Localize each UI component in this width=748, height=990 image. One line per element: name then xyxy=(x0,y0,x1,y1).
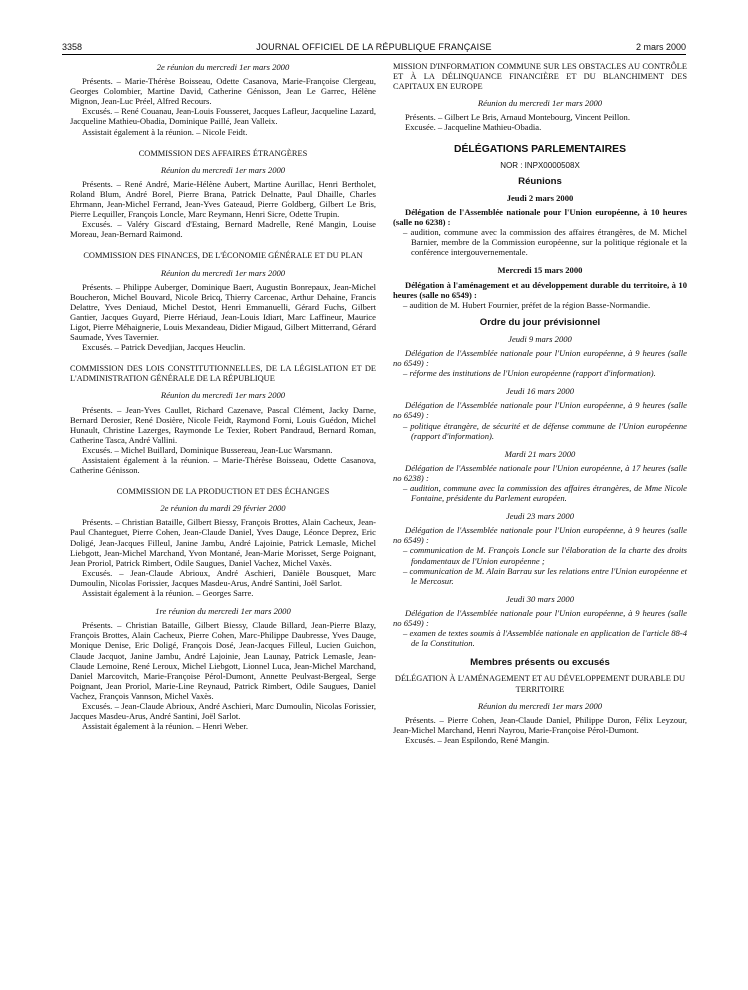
presents-list: Présents. – Philippe Auberger, Dominique Baert, Augustin Bonrepaux, Jean-Michel Boucheron, Michel Bouvard, Nicole Bricq, Thierry Carcenac, Arthur Dehaine, Francis Delattre, Yves Deniaud, Michel Destot, Henri Emmanuelli, Gérard Fuchs, Gilbert Gantier, Jacques Guyard, Pierre Hériaud, Jean-Louis Idiart, Marc Laffineur, Maurice Ligot, Pierre Méhaignerie, Louis Mexandeau, Didier Migaud, Gilbert Mitterrand, Gérard Saumade, Yves Tavernier. xyxy=(70,281,376,343)
delegation-title: DÉLÉGATION À L'AMÉNAGEMENT ET AU DÉVELOPPEMENT DURABLE DU TERRITOIRE xyxy=(394,674,686,694)
meeting-date: Réunion du mercredi 1er mars 2000 xyxy=(160,390,286,401)
commission-title: COMMISSION DES LOIS CONSTITUTIONNELLES, DE LA LÉGISLATION ET DE L'ADMINISTRATION GÉNÉRALE DE LA RÉPUBLIQUE xyxy=(70,364,376,384)
meeting-date: Réunion du mercredi 1er mars 2000 xyxy=(160,164,286,175)
delegation-line: Délégation de l'Assemblée nationale pour l'Union européenne, à 9 heures (salle no 6549) : xyxy=(393,400,687,421)
day-heading: Jeudi 23 mars 2000 xyxy=(505,511,575,522)
delegation-line: Délégation de l'Assemblée nationale pour l'Union européenne, à 9 heures (salle no 6549) : xyxy=(393,347,687,369)
presents-list: Présents. – Marie-Thérèse Boisseau, Odette Casanova, Marie-Françoise Clergeau, Georges Colombier, Martine David, Catherine Génisson, Jean Le Garrec, Hélène Mignon, Jean-Luc Préel, Alfred Recours. xyxy=(70,76,376,107)
page-number: 3358 xyxy=(62,42,83,52)
delegations-title: DÉLÉGATIONS PARLEMENTAIRES xyxy=(453,143,627,155)
journal-title: JOURNAL OFFICIEL DE LA RÉPUBLIQUE FRANÇAISE xyxy=(256,42,492,52)
meeting-date: 2e réunion du mardi 29 février 2000 xyxy=(160,503,286,514)
agenda-item: – communication de M. Alain Barrau sur les relations entre l'Union européenne et le Mercosur. xyxy=(403,565,687,586)
agenda-item: – réforme des institutions de l'Union européenne (rapport d'information). xyxy=(403,368,656,379)
presents-list: Présents. – Jean-Yves Caullet, Richard Cazenave, Pascal Clément, Jacky Darne, Bernard Derosier, René Dosière, Nicole Feidt, Raymond Forni, Louis Guédon, Michel Hunault, Christine Lazerges, Raymonde Le Texier, Robert Pandraud, Bernard Roman, Catherine Tasca, André Vallini. xyxy=(70,404,376,445)
commission-title: COMMISSION DES AFFAIRES ÉTRANGÈRES xyxy=(138,148,308,158)
presents-list: Présents. – Gilbert Le Bris, Arnaud Montebourg, Vincent Peillon. xyxy=(405,112,630,123)
agenda-item: – communication de M. François Loncle sur l'élaboration de la charte des droits fondamentaux de l'Union européenne ; xyxy=(403,545,687,566)
excuses-list: Excusés. – Valéry Giscard d'Estaing, Bernard Madrelle, René Mangin, Louise Moreau, Jean-Bernard Raimond. xyxy=(70,219,376,240)
meeting-date: 1re réunion du mercredi 1er mars 2000 xyxy=(155,606,291,617)
ordre-du-jour-heading: Ordre du jour prévisionnel xyxy=(479,316,601,328)
assistait-line: Assistait également à la réunion. – Henri Weber. xyxy=(82,721,248,732)
assistait-line: Assistait également à la réunion. – Georges Sarre. xyxy=(82,588,254,599)
excuses-list: Excusés. – Patrick Devedjian, Jacques Heuclin. xyxy=(82,342,246,353)
excuses-list: Excusés. – Jean-Claude Abrioux, André Aschieri, Danièle Bousquet, Marc Dumoulin, Nicolas Forissier, Jacques Masdeu-Arus, André Santini, Joël Sarlot. xyxy=(70,567,376,588)
day-heading: Mercredi 15 mars 2000 xyxy=(497,265,583,276)
delegation-line: Délégation à l'aménagement et au développement durable du territoire, à 10 heures (salle no 6549) : xyxy=(393,279,687,300)
presents-list: Présents. – Christian Bataille, Gilbert Biessy, François Brottes, Alain Cacheux, Jean-Paul Chanteguet, Pierre Cohen, Jean-Claude Daniel, Yves Dauge, Léonce Deprez, Eric Doligé, Jean-Jacques Filleul, Janine Jambu, André Lajoinie, Patrick Lemasle, Michel Liebgott, Jean-Michel Marchand, Yvon Montané, Jean-Marie Morisset, Serge Poignant, Jean Proriol, Patrick Rimbert, Odile Saugues, Daniel Vachez, Michel Vaxès. xyxy=(70,517,376,568)
membres-heading: Membres présents ou excusés xyxy=(470,657,610,669)
delegation-line: Délégation de l'Assemblée nationale pour l'Union européenne, à 10 heures (salle no 6238) : xyxy=(393,206,687,228)
day-heading: Jeudi 2 mars 2000 xyxy=(506,192,574,203)
left-column xyxy=(70,62,376,731)
presents-list: Présents. – René André, Marie-Hélène Aubert, Martine Aurillac, Henri Bertholet, Roland Blum, André Borel, Pierre Brana, Patrick Delnatte, Paul Dhaille, Charles Ehrmann, Jean-Michel Ferrand, Jean-Yves Gateaud, Pierre Goldberg, Gilbert Le Bris, Pierre Lequiller, François Loncle, Marc Reymann, Henri Sicre, Odette Trupin. xyxy=(70,178,376,220)
meeting-date: Réunion du mercredi 1er mars 2000 xyxy=(477,98,603,109)
day-heading: Mardi 21 mars 2000 xyxy=(504,448,576,459)
delegation-line: Délégation de l'Assemblée nationale pour l'Union européenne, à 9 heures (salle no 6549) : xyxy=(393,525,687,546)
agenda-item: – politique étrangère, de sécurité et de défense commune de l'Union européenne (rapport d'information). xyxy=(403,420,687,441)
day-heading: Jeudi 16 mars 2000 xyxy=(505,386,575,397)
excuses-list: Excusés. – René Couanau, Jean-Louis Fousseret, Jacques Lafleur, Jacqueline Lazard, Jacqueline Mathieu-Obadia, Dominique Paillé, Jean Valleix. xyxy=(70,106,376,127)
meeting-date: Réunion du mercredi 1er mars 2000 xyxy=(477,700,603,711)
presents-list: Présents. – Pierre Cohen, Jean-Claude Daniel, Philippe Duron, Félix Leyzour, Jean-Michel Marchand, Henri Nayrou, Marie-Françoise Pérol-Dumont. xyxy=(393,714,687,735)
excusee-line: Excusée. – Jacqueline Mathieu-Obadia. xyxy=(405,122,542,133)
commission-title: COMMISSION DES FINANCES, DE L'ÉCONOMIE GÉNÉRALE ET DU PLAN xyxy=(83,251,363,261)
reunions-heading: Réunions xyxy=(518,175,562,187)
meeting-date: 2e réunion du mercredi 1er mars 2000 xyxy=(156,62,290,72)
issue-date: 2 mars 2000 xyxy=(635,42,686,52)
meeting-date: Réunion du mercredi 1er mars 2000 xyxy=(160,267,286,278)
delegation-line: Délégation de l'Assemblée nationale pour l'Union européenne, à 17 heures (salle no 6238) : xyxy=(393,462,687,483)
nor-reference: NOR : INPX0000508X xyxy=(500,160,580,170)
commission-title: COMMISSION DE LA PRODUCTION ET DES ÉCHANGES xyxy=(116,487,330,497)
agenda-item: – audition, commune avec la commission des affaires étrangères, de M. Michel Barnier, membre de la Commission européenne, sur la politique régionale et la conférence intergouvernementale. xyxy=(403,227,687,258)
mission-title: MISSION D'INFORMATION COMMUNE SUR LES OBSTACLES AU CONTRÔLE ET À LA DÉLINQUANCE FINANCIÈRE ET DU BLANCHIMENT DES CAPITAUX EN EUROPE xyxy=(393,62,687,92)
assistaient-line: Assistaient également à la réunion. – Marie-Thérèse Boisseau, Odette Casanova, Catherine Génisson. xyxy=(70,455,376,476)
delegation-line: Délégation de l'Assemblée nationale pour l'Union européenne, à 9 heures (salle no 6549) : xyxy=(393,607,687,629)
day-heading: Jeudi 9 mars 2000 xyxy=(508,333,572,344)
agenda-item: – examen de textes soumis à l'Assemblée nationale en application de l'article 88-4 de la Constitution. xyxy=(403,628,687,649)
agenda-item: – audition, commune avec la commission des affaires étrangères, de Mme Nicole Fontaine, présidente du Parlement européen. xyxy=(403,483,687,504)
agenda-item: – audition de M. Hubert Fournier, préfet de la région Basse-Normandie. xyxy=(403,299,651,310)
excuses-list: Excusés. – Michel Buillard, Dominique Bussereau, Jean-Luc Warsmann. xyxy=(82,444,333,455)
excuses-list: Excusés. – Jean-Claude Abrioux, André Aschieri, Marc Dumoulin, Nicolas Forissier, Jacques Masdeu-Arus, André Santini, Joël Sarlot. xyxy=(70,700,376,722)
excuses-list: Excusés. – Jean Espilondo, René Mangin. xyxy=(405,734,550,745)
day-heading: Jeudi 30 mars 2000 xyxy=(505,593,575,604)
page-header xyxy=(62,40,686,55)
right-column xyxy=(393,62,687,745)
assistait-line: Assistait également à la réunion. – Nicole Feidt. xyxy=(82,126,248,137)
presents-list: Présents. – Christian Bataille, Gilbert Biessy, Claude Billard, Jean-Pierre Blazy, François Brottes, Alain Cacheux, Pierre Cohen, Marc-Philippe Daubresse, Yves Dauge, Monique Denise, Eric Doligé, François Dosé, Jean-Jacques Filleul, Lucien Guichon, Claude Jacquot, Janine Jambu, André Lajoinie, Jean Launay, Patrick Lemasle, Jean-Claude Lemoine, René Leroux, Michel Liebgott, Lionnel Luca, Jean-Michel Marchand, Daniel Marcovitch, Marie-Françoise Pérol-Dumont, Annette Peulvast-Bergeal, Serge Poignant, Jean Proriol, Marie-Line Reynaud, Patrick Rimbert, Odile Saugues, Daniel Vachez, François Vannson, Michel Vaxès. xyxy=(70,620,376,701)
